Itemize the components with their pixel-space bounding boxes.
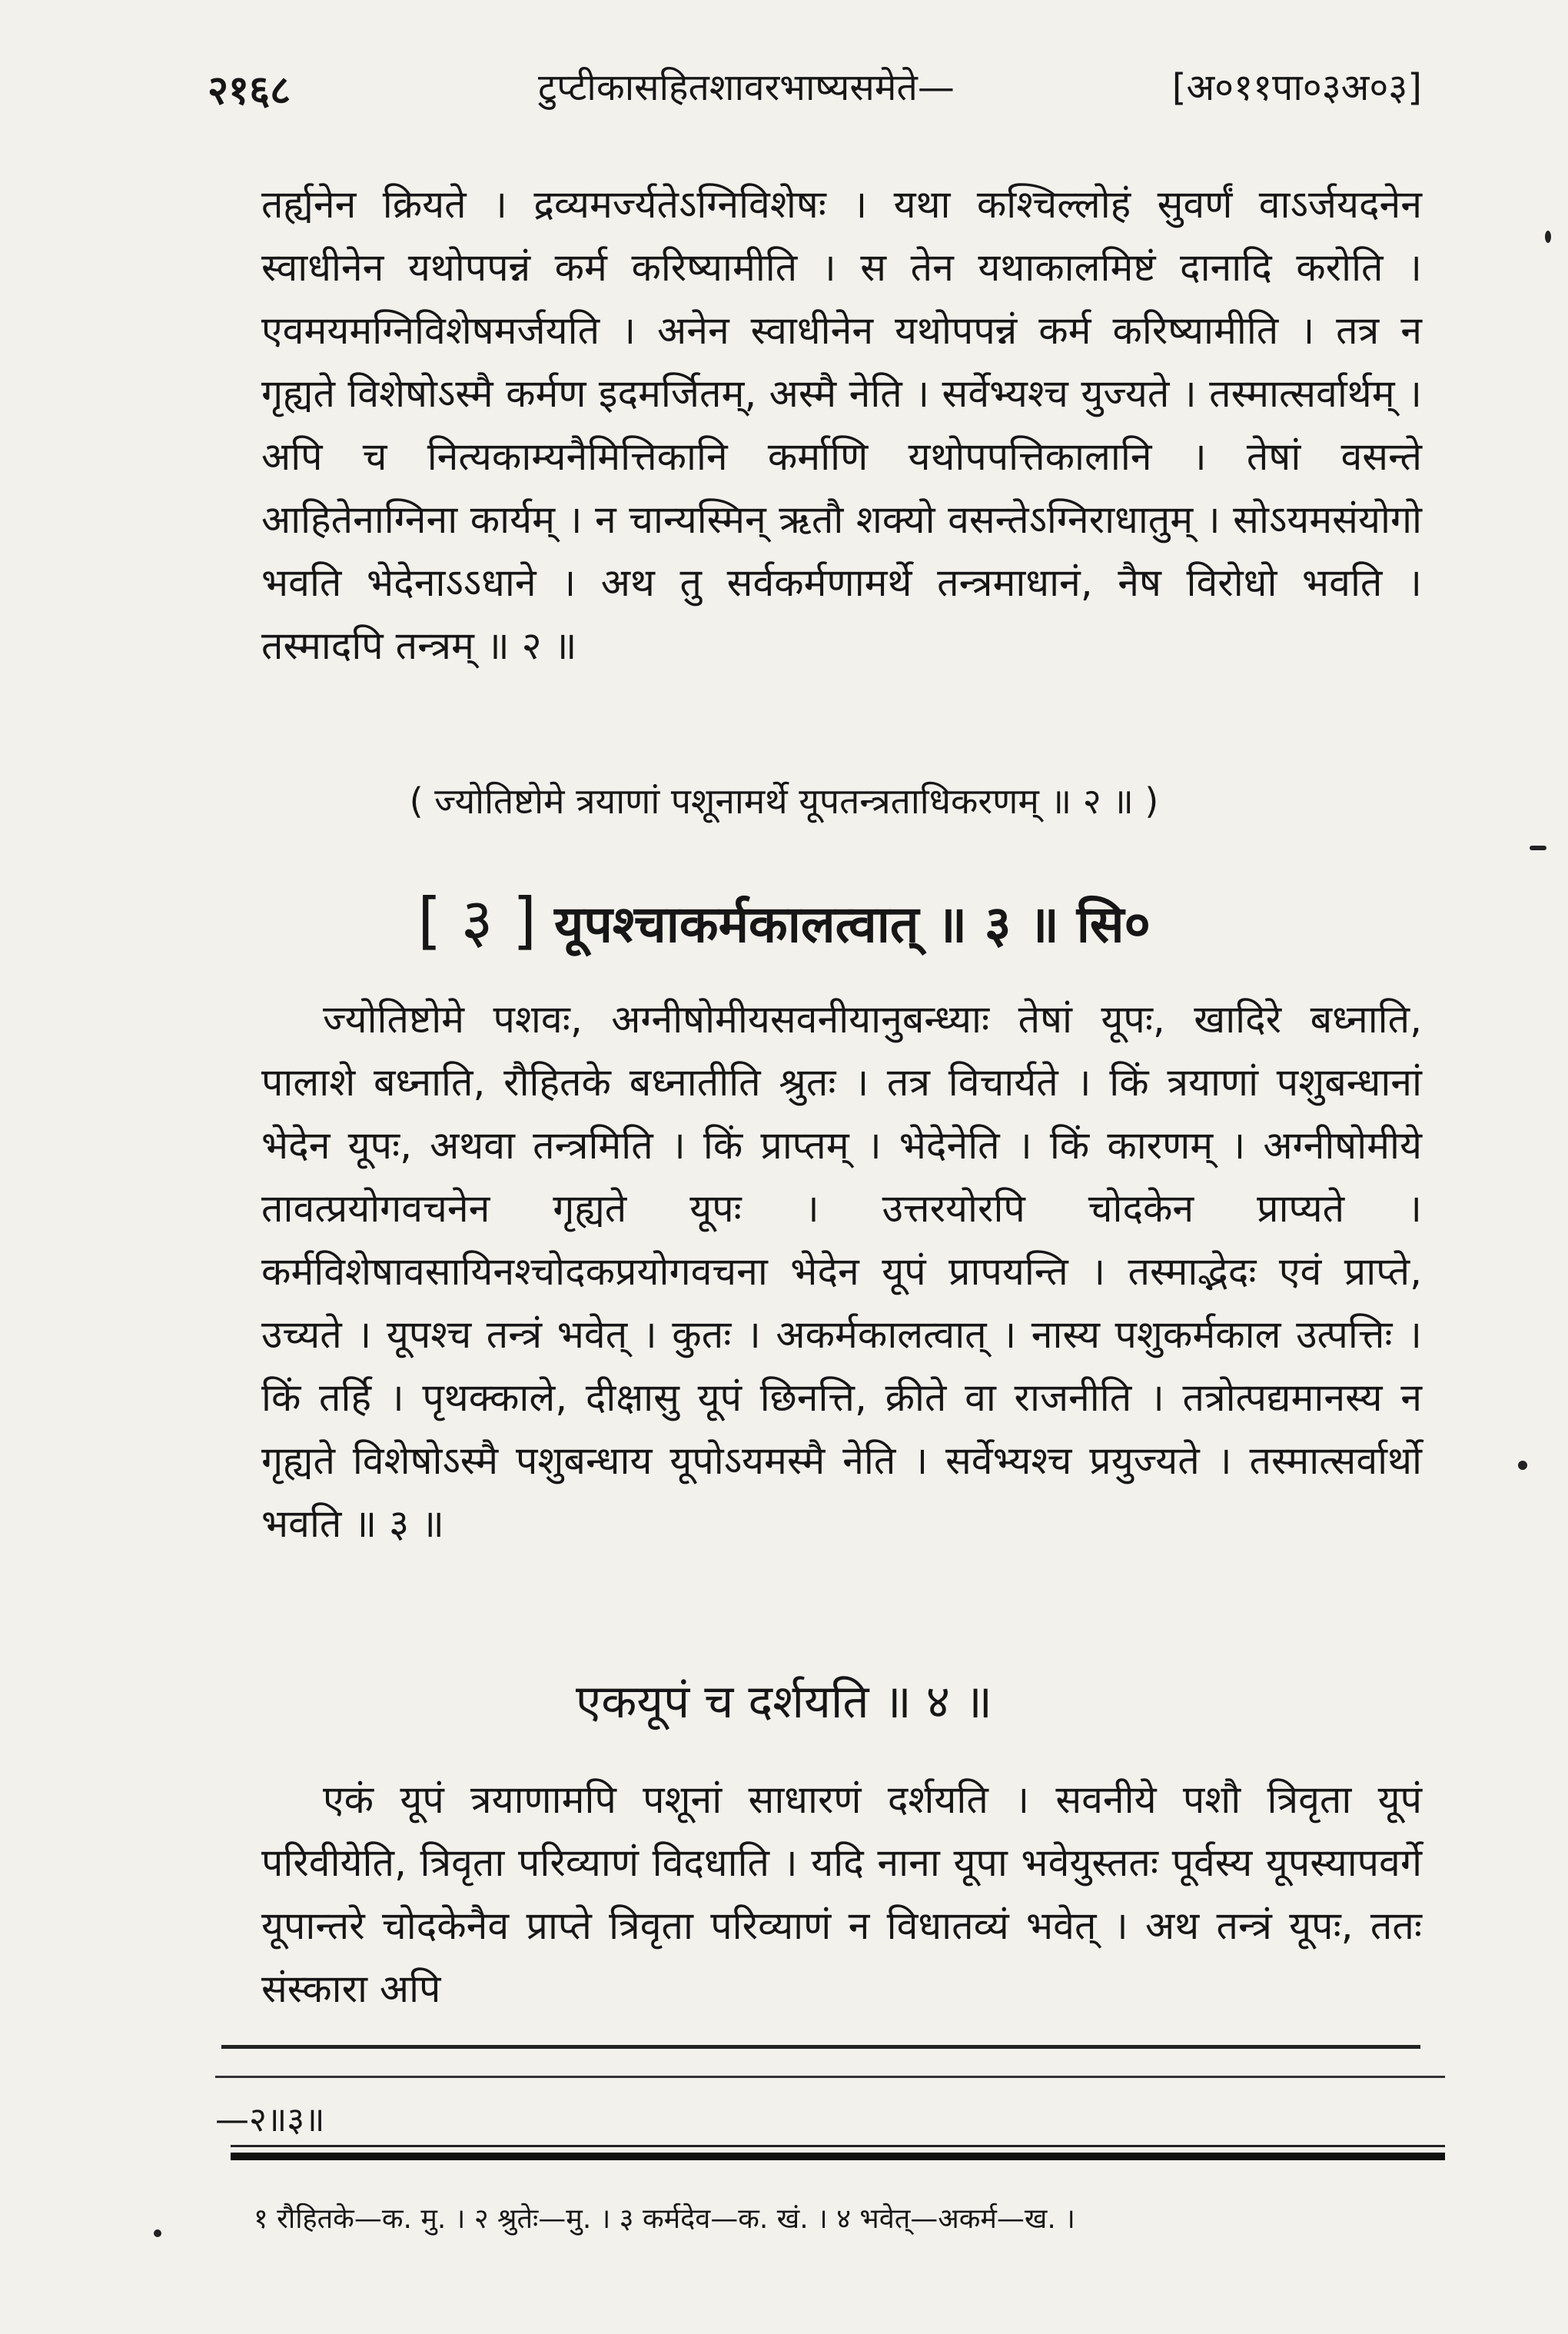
paragraph-text: ज्योतिष्टोमे पशवः, अग्नीषोमीयसवनीयानुबन्ध्याः तेषां यूपः, खादिरे बध्नाति, पालाशे बध्नाति, रौहितके बध्नातीति श्रुतः । तत्र विचार्यते । किं त्रयाणां पशुबन्धानां भेदेन यूपः, अथवा तन्त्रमिति । किं प्राप्तम् । भेदेनेति । किं कारणम् । अग्नीषोमीये तावत्प्रयोगवचनेन गृह्यते यूपः । उत्तरयोरपि चोदकेन प्राप्यते । कर्मविशेषावसायिनश्चोदकप्रयोगवचना भेदेन यूपं प्रापयन्ति । तस्माद्भेदः एवं प्राप्ते, उच्यते । यूपश्च तन्त्रं भवेत् । कुतः । अकर्मकालत्वात् । नास्य पशुकर्मकाल उत्पत्तिः । किं तर्हि । पृथक्काले, दीक्षासु यूपं छिनत्ति, क्रीते वा राजनीति । तत्रोत्पद्यमानस्य न गृह्यते विशेषोऽस्मै पशुबन्धाय यूपोऽयमस्मै नेति । सर्वेभ्यश्च प्रयुज्यते । तस्मात्सर्वार्थो भवति ॥ ३ ॥ [261, 997, 1422, 1546]
page-number: २१६८ [208, 68, 291, 114]
sutra-3-heading [0, 876, 1568, 960]
section-reference: [अ०११पा०३अ०३] [1171, 66, 1422, 109]
paragraph-text: तर्ह्यनेन क्रियते । द्रव्यमर्ज्यतेऽग्निविशेषः । यथा कश्चिल्लोहं सुवर्णं वाऽर्जयदनेन स्वाधीनेन यथोपपन्नं कर्म करिष्यामीति । स तेन यथाकालमिष्टं दानादि करोति । एवमयमग्निविशेषमर्जयति । अनेन स्वाधीनेन यथोपपन्नं कर्म करिष्यामीति । तत्र न गृह्यते विशेषोऽस्मै कर्मण इदमर्जितम्, अस्मै नेति । सर्वेभ्यश्च युज्यते । तस्मात्सर्वार्थम् । अपि च नित्यकाम्यनैमित्तिकानि कर्माणि यथोपपत्तिकालानि । तेषां वसन्ते आहितेनाग्निना कार्यम् । न चान्यस्मिन् ऋतौ शक्यो वसन्तेऽग्निराधातुम् । सोऽयमसंयोगो भवति भेदेनाऽऽधाने । अथ तु सर्वकर्मणामर्थे तन्त्रमाधानं, नैष विरोधो भवति । तस्मादपि तन्त्रम् ॥ २ ॥ [261, 182, 1422, 668]
scan-speck [154, 2229, 161, 2237]
page-header [208, 62, 1422, 131]
sutra-4-heading: एकयूपं च दर्शयति ॥ ४ ॥ [576, 1675, 992, 1729]
scan-speck [1530, 846, 1546, 850]
divider-rule [215, 2076, 1445, 2078]
commentary-paragraph-2 [261, 988, 1422, 1555]
sutra-number: [ ३ ] [417, 885, 537, 956]
sutra-text: यूपश्चाकर्मकालत्वात् ॥ ३ ॥ सि० [554, 895, 1151, 954]
paragraph-text: एकं यूपं त्रयाणामपि पशूनां साधारणं दर्शयति । सवनीये पशौ त्रिवृता यूपं परिवीयेति, त्रिवृता परिव्याणं विदधाति । यदि नाना यूपा भवेयुस्ततः पूर्वस्य यूपस्यापवर्गे यूपान्तरे चोदकेनैव प्राप्ते त्रिवृता परिव्याणं न विधातव्यं भवेत् । अथ तन्त्रं यूपः, ततः संस्कारा अपि [261, 1777, 1422, 2011]
scan-speck [1545, 231, 1551, 243]
heavy-divider-rule [231, 2153, 1445, 2160]
running-title: टुप्टीकासहितशावरभाष्यसमेते— [538, 66, 955, 109]
divider-rule [231, 2145, 1445, 2147]
footnote-divider-rule [221, 2045, 1420, 2049]
commentary-paragraph-3 [261, 1768, 1422, 2020]
footnote-reference-marker: —२॥३॥ [215, 2100, 325, 2140]
scan-speck [1518, 1461, 1527, 1470]
commentary-paragraph-1 [261, 173, 1422, 677]
footnotes: १ रौहितके—क. मु. । २ श्रुतेः—मु. । ३ कर्मदेव—क. खं. । ४ भवेत्—अकर्म—ख. । [254, 2203, 1075, 2235]
adhikarana-caption: ( ज्योतिष्टोमे त्रयाणां पशूनामर्थे यूपतन्त्रताधिकरणम् ॥ २ ॥ ) [409, 780, 1159, 822]
